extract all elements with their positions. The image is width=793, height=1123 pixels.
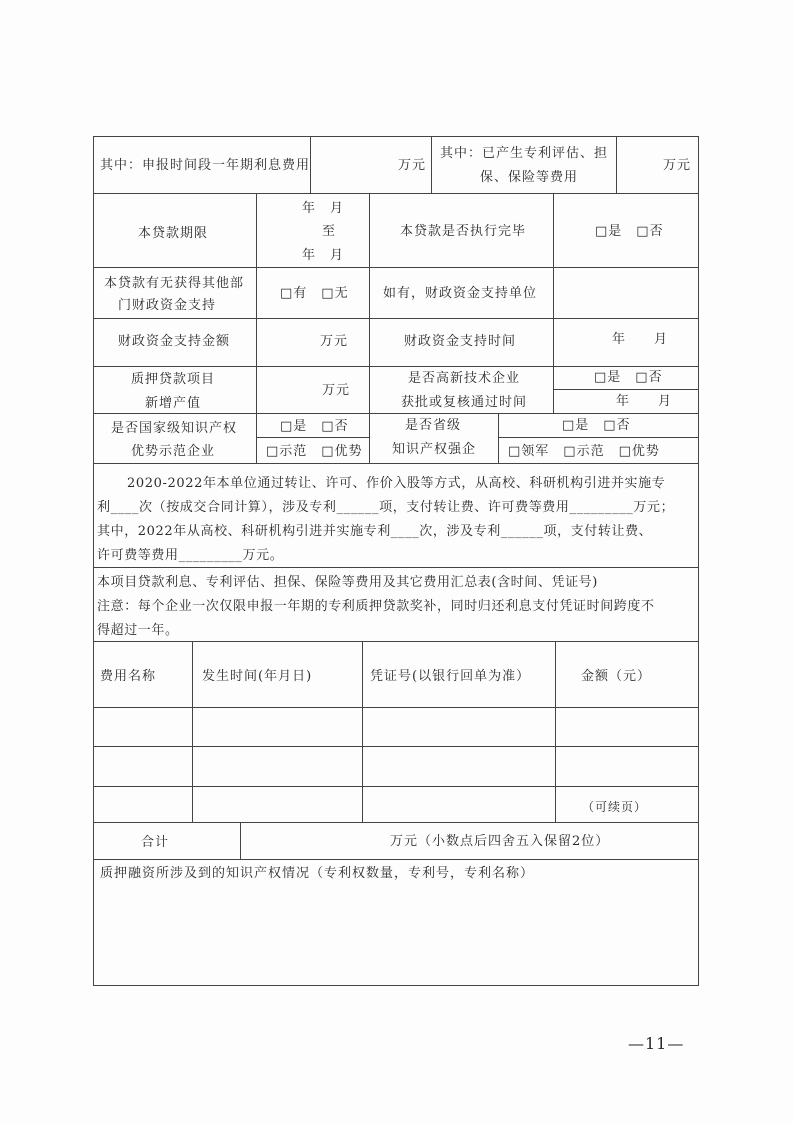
page-number: —11—: [628, 1034, 685, 1053]
hline: [93, 746, 699, 747]
vline: [192, 641, 193, 822]
vline: [93, 136, 94, 985]
hline: [93, 463, 699, 464]
provincial-ip-options2[interactable]: □领军 □示范 □优势: [508, 444, 660, 459]
hline: [93, 366, 699, 367]
vline: [362, 641, 363, 822]
hline: [93, 136, 699, 137]
hline: [93, 786, 699, 787]
statement-line3: 其中，2022年从高校、科研机构引进并实施专利____次，涉及专利______项，支付转让费、: [97, 524, 653, 539]
other-support-label-line2: 门财政资金支持: [118, 298, 217, 313]
hline: [256, 437, 369, 438]
expense-header-name: 费用名称: [100, 669, 157, 684]
summary-line3: 得超过一年。: [97, 623, 179, 638]
support-time-label: 财政资金支持时间: [404, 334, 517, 349]
loan-term-label: 本贷款期限: [138, 226, 209, 241]
loan-term-end: 年 月: [302, 248, 345, 263]
statement-line2: 利____次（按成交合同计算），涉及专利______项，支付转让费、许可费等费用_________万元；: [97, 500, 675, 515]
support-amount-unit: 万元: [320, 334, 349, 349]
hightech-ym: 年 月: [616, 394, 673, 409]
hightech-label-line2: 获批或复核通过时间: [401, 395, 528, 410]
hline: [93, 267, 699, 268]
vline: [498, 413, 499, 463]
support-time-ym: 年 月: [612, 332, 669, 347]
vline: [240, 822, 241, 859]
national-ip-options1[interactable]: □是 □否: [280, 419, 349, 434]
support-unit-label: 如有，财政资金支持单位: [383, 286, 538, 301]
hline: [93, 193, 699, 194]
provincial-ip-label-line1: 是否省级: [405, 418, 462, 433]
expense-header-voucher: 凭证号(以银行回单为准）: [370, 669, 531, 684]
hline: [553, 389, 699, 390]
statement-line4: 许可费等费用_________万元。: [97, 548, 284, 563]
hline: [93, 859, 699, 860]
ip-section-label: 质押融资所涉及到的知识产权情况（专利权数量，专利号，专利名称）: [100, 866, 535, 881]
loan-term-start: 年 月: [302, 201, 345, 216]
new-output-unit: 万元: [322, 383, 351, 398]
summary-line1: 本项目贷款利息、专利评估、担保、保险等费用及其它费用汇总表(含时间、凭证号): [97, 575, 598, 590]
hightech-options[interactable]: □是 □否: [594, 370, 663, 385]
hline: [93, 985, 699, 986]
new-output-label-line2: 新增产值: [145, 396, 202, 411]
vline: [616, 136, 617, 193]
new-output-label-line1: 质押贷款项目: [131, 372, 216, 387]
hline: [93, 413, 699, 414]
loan-done-label: 本贷款是否执行完毕: [400, 224, 527, 239]
national-ip-options2[interactable]: □示范 □优势: [266, 444, 363, 459]
hline: [498, 437, 699, 438]
fees-label-line1: 其中：已产生专利评估、担: [440, 146, 609, 161]
hline: [93, 707, 699, 708]
vline: [553, 193, 554, 413]
expense-header-date: 发生时间(年月日): [202, 669, 313, 684]
vline: [369, 193, 370, 463]
national-ip-label-line1: 是否国家级知识产权: [111, 421, 238, 436]
national-ip-label-line2: 优势示范企业: [131, 444, 216, 459]
vline: [555, 641, 556, 822]
total-label: 合计: [141, 835, 170, 850]
provincial-ip-options1[interactable]: □是 □否: [562, 418, 631, 433]
hline: [93, 822, 699, 823]
continued-note: （可续页）: [582, 800, 648, 814]
hline: [93, 318, 699, 319]
vline: [698, 136, 699, 985]
vline: [310, 136, 311, 193]
provincial-ip-label-line2: 知识产权强企: [392, 442, 477, 457]
fees-unit: 万元: [663, 158, 692, 173]
expense-header-amount: 金额（元）: [581, 669, 652, 684]
other-support-label-line1: 本贷款有无获得其他部: [104, 276, 245, 291]
vline: [256, 193, 257, 463]
hline: [93, 641, 699, 642]
other-support-options[interactable]: □有 □无: [280, 286, 349, 301]
statement-line1: 2020-2022年本单位通过转让、许可、作价入股等方式，从高校、科研机构引进并实施专: [127, 476, 666, 491]
loan-done-options[interactable]: □是 □否: [595, 224, 664, 239]
interest-unit: 万元: [398, 158, 427, 173]
fees-label-line2: 保、保险等费用: [480, 170, 579, 185]
vline: [431, 136, 432, 193]
support-amount-label: 财政资金支持金额: [118, 334, 231, 349]
hightech-label-line1: 是否高新技术企业: [408, 371, 521, 386]
total-value: 万元（小数点后四舍五入保留2位）: [390, 834, 610, 849]
loan-term-to: 至: [322, 224, 337, 239]
summary-line2: 注意：每个企业一次仅限申报一年期的专利质押贷款奖补，同时归还利息支付凭证时间跨度不: [97, 599, 655, 614]
interest-label: 其中：申报时间段一年期利息费用: [100, 158, 311, 173]
